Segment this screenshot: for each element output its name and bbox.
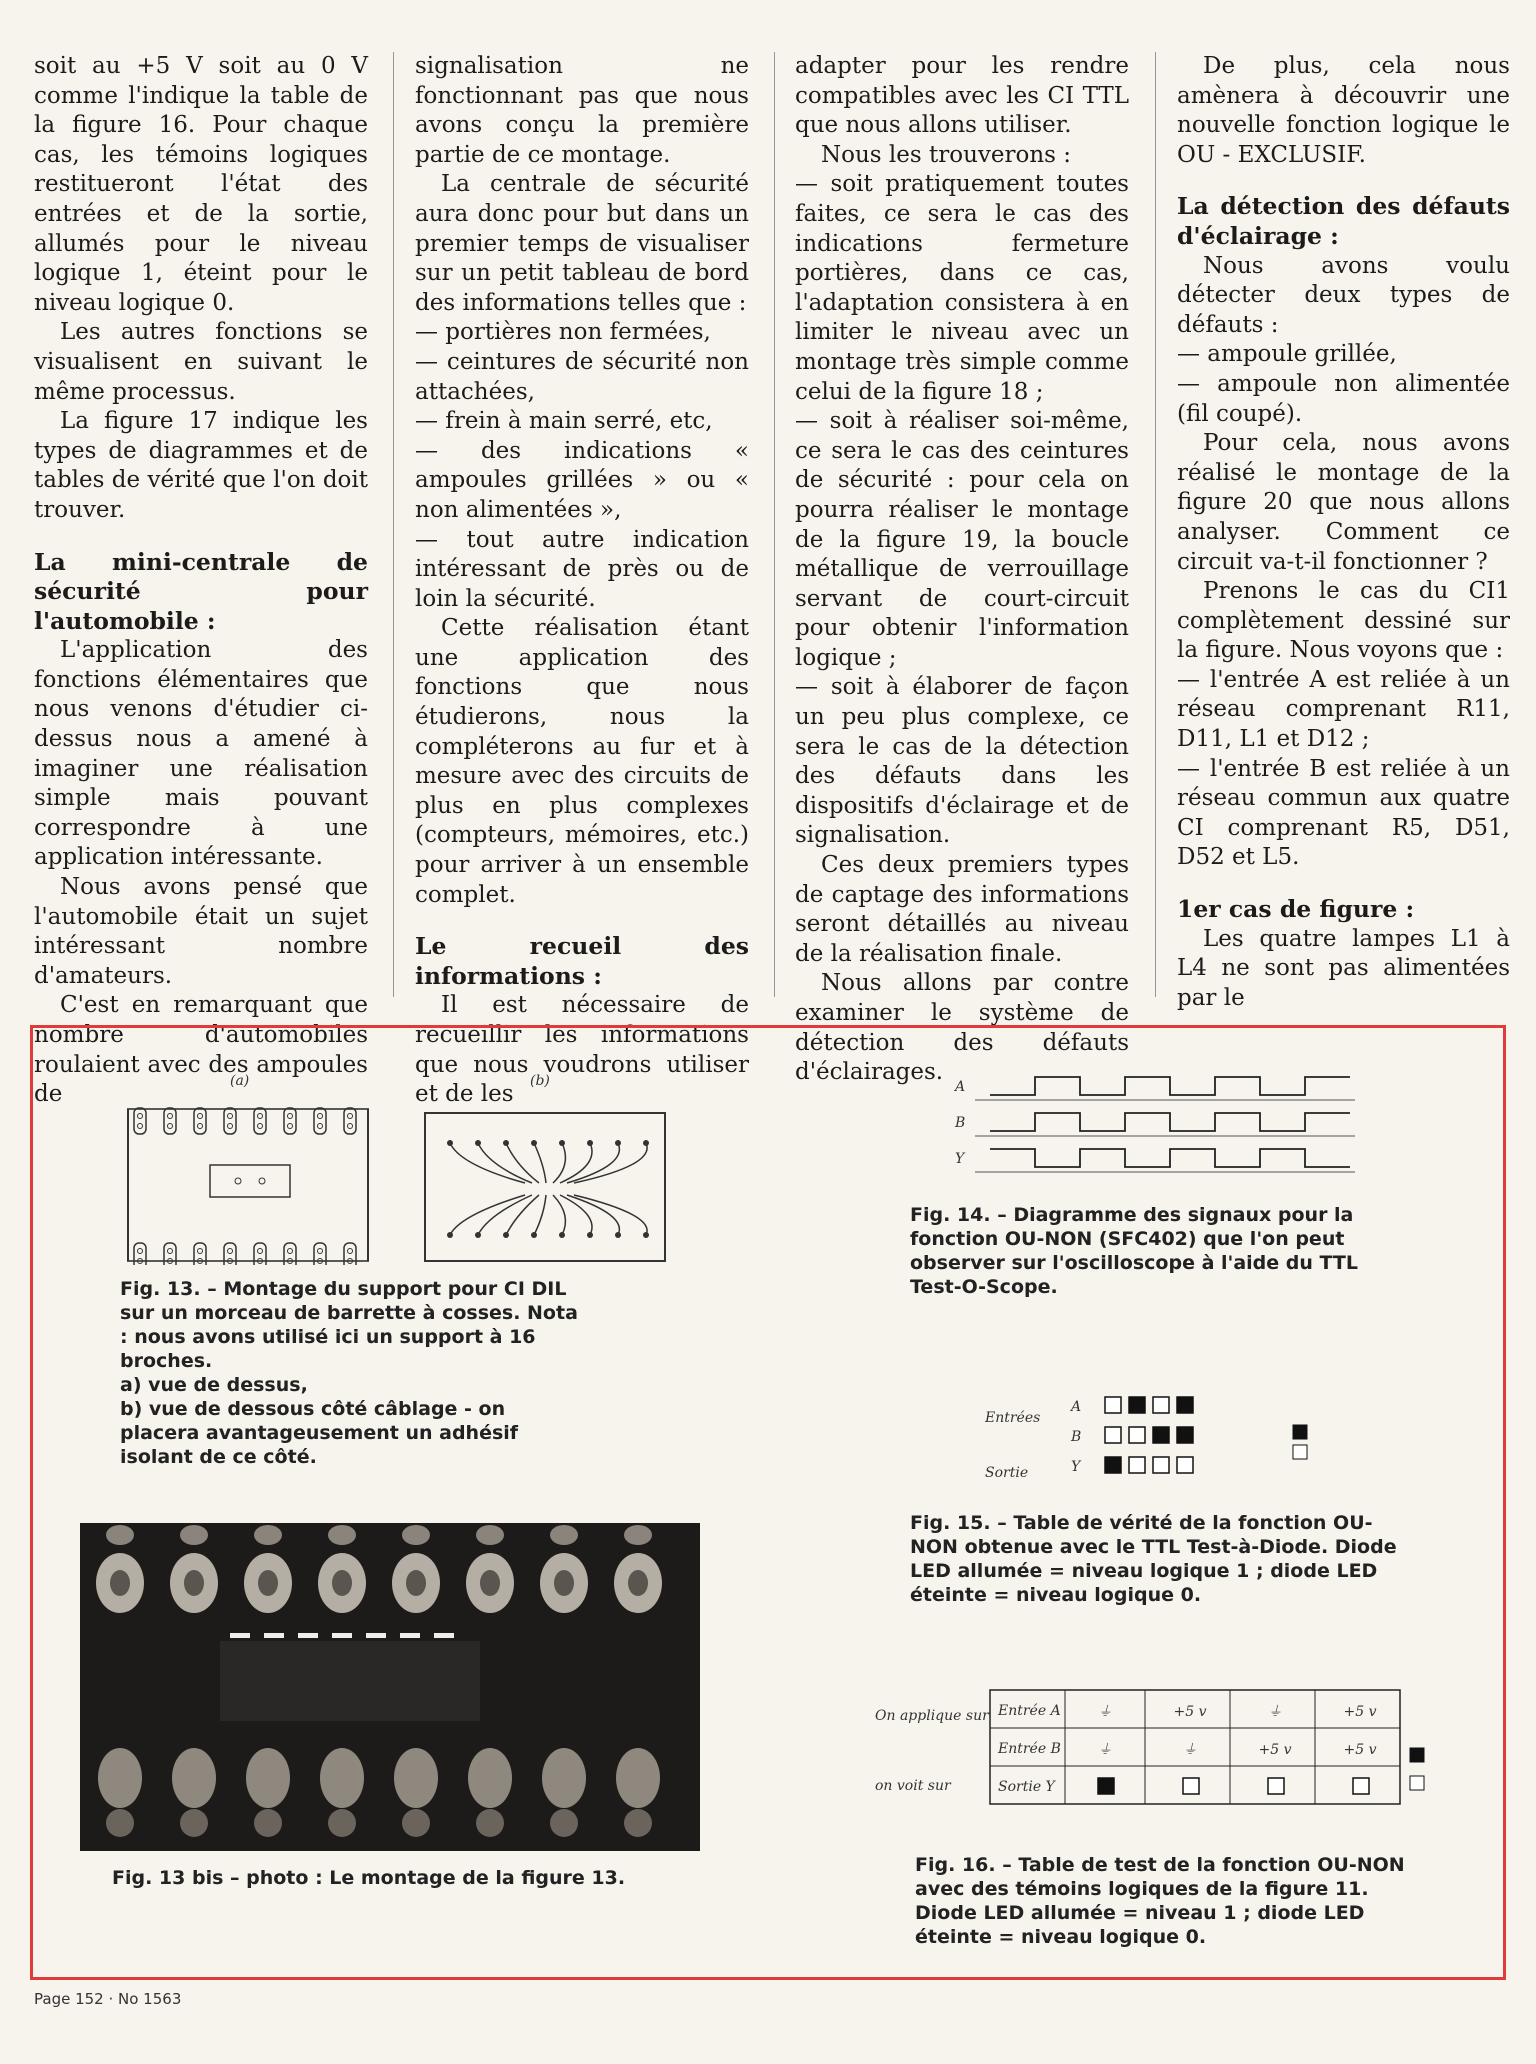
led-Y-1	[1129, 1457, 1145, 1473]
fig13a-top-view	[128, 1108, 368, 1265]
led-sortie-3	[1353, 1778, 1369, 1794]
fig13-drawing	[120, 1065, 680, 1265]
fig13bis-caption: Fig. 13 bis – photo : Le montage de la figure 13.	[112, 1867, 626, 1889]
svg-text:⏚: ⏚	[1183, 1742, 1197, 1758]
svg-text:A: A	[1071, 1399, 1082, 1415]
svg-text:Sortie Y: Sortie Y	[998, 1779, 1055, 1795]
paragraph: Prenons le cas du CI1 complètement dessiné sur la figure. Nous voyons que :	[1177, 578, 1510, 664]
fig16-test-table	[870, 1680, 1430, 1840]
svg-text:B: B	[1071, 1429, 1082, 1445]
paragraph: Nous avons pensé que l'automobile était un sujet intéressant nombre d'amateurs.	[34, 874, 368, 989]
section-heading: La mini-centrale de sécurité pour l'automobile :	[34, 547, 368, 635]
paragraph: adapter pour les rendre compatibles avec les CI TTL que nous allons utiliser.	[795, 53, 1129, 139]
led-A-0	[1105, 1397, 1121, 1413]
fig14-caption: Fig. 14. – Diagramme des signaux pour la fonction OU-NON (SFC402) que l'on peut observer sur l'oscilloscope à l'aide du TTL Test-O-Scope.	[910, 1204, 1358, 1298]
signal-trace-A	[990, 1077, 1350, 1095]
svg-text:+5 v: +5 v	[1173, 1704, 1207, 1720]
text-column-4	[1177, 52, 1510, 1013]
signal-label-Y: Y	[955, 1151, 965, 1167]
paragraph: Nous les trouverons :	[821, 141, 1072, 168]
svg-text:⏚: ⏚	[1098, 1704, 1112, 1720]
fig13b-bottom-view	[425, 1113, 665, 1261]
paragraph: — frein à main serré, etc,	[415, 408, 713, 435]
page-footer: Page 152 · No 1563	[34, 1990, 182, 2008]
paragraph: — des indications « ampoules grillées » ou « non alimentées »,	[415, 437, 749, 523]
svg-text:⏚: ⏚	[1098, 1742, 1112, 1758]
fig13-label-a: (a)	[230, 1073, 250, 1089]
led-A-3	[1177, 1397, 1193, 1413]
signal-trace-B	[990, 1113, 1350, 1131]
paragraph: Les autres fonctions se visualisent en suivant le même processus.	[34, 319, 368, 405]
svg-text:⏚: ⏚	[1268, 1704, 1282, 1720]
paragraph: C'est en remarquant que nombre d'automobiles roulaient avec des ampoules de	[34, 992, 368, 1108]
paragraph: Les quatre lampes L1 à L4 ne sont pas alimentées par le	[1177, 925, 1510, 1011]
paragraph: — l'entrée B est reliée à un réseau commun aux quatre CI comprenant R5, D51, D52 et L5.	[1177, 755, 1510, 871]
section-heading: La détection des défauts d'éclairage :	[1177, 192, 1510, 250]
paragraph: — soit à élaborer de façon un peu plus complexe, ce sera le cas de la détection des défauts dans les dispositifs d'éclairage et de signalisation.	[795, 674, 1129, 849]
paragraph: — ceintures de sécurité non attachées,	[415, 348, 749, 405]
section-heading: Le recueil des informations :	[415, 932, 749, 990]
paragraph: La figure 17 indique les types de diagrammes et de tables de vérité que l'on doit trouver.	[34, 408, 368, 523]
svg-text:+5 v: +5 v	[1343, 1704, 1377, 1720]
fig15-caption: Fig. 15. – Table de vérité de la fonction OU-NON obtenue avec le TTL Test-à-Diode. Diode LED allumée = niveau logique 1 ; diode LED éteinte = niveau logique 0.	[910, 1512, 1397, 1606]
paragraph: — soit à réaliser soi-même, ce sera le cas des ceintures de sécurité : pour cela on pourra réaliser le montage de la figure 19, la boucle métallique de verrouillage servant de court-circuit pour obtenir l'information logique ;	[795, 408, 1129, 671]
led-Y-3	[1177, 1457, 1193, 1473]
led-B-3	[1177, 1427, 1193, 1443]
text-column-3	[795, 52, 1129, 1088]
led-B-1	[1129, 1427, 1145, 1443]
paragraph: — l'entrée A est reliée à un réseau comprenant R11, D11, L1 et D12 ;	[1177, 666, 1510, 753]
led-sortie-0	[1098, 1778, 1114, 1794]
signal-label-B: B	[955, 1115, 966, 1131]
paragraph: Cette réalisation étant une application des fonctions que nous étudierons, nous la compléterons au fur et à mesure avec des circuits de plus en plus complexes (compteurs, mémoires, etc.) pour arriver à un ensemble complet.	[415, 615, 749, 908]
paragraph: — tout autre indication intéressant de près ou de loin la sécurité.	[415, 526, 749, 612]
paragraph: — ampoule non alimentée (fil coupé).	[1177, 370, 1510, 427]
fig14-timing-diagram	[945, 1065, 1365, 1185]
led-Y-2	[1153, 1457, 1169, 1473]
paragraph: — portières non fermées,	[415, 319, 711, 346]
sortie-label: Sortie	[985, 1465, 1029, 1481]
signal-trace-Y	[990, 1149, 1350, 1167]
paragraph: L'application des fonctions élémentaires que nous venons d'étudier ci-dessus nous a amené à imaginer une réalisation simple mais pouvant correspondre à une application intéressante.	[34, 637, 368, 871]
paragraph: Nous allons par contre examiner le système de détection des défauts d'éclairages.	[795, 970, 1129, 1086]
signal-label-A: A	[955, 1079, 966, 1095]
paragraph: signalisation ne fonctionnant pas que nous avons conçu la première partie de ce montage.	[415, 53, 749, 168]
column-rule	[393, 52, 394, 997]
column-rule	[774, 52, 775, 997]
svg-text:Entrée A: Entrée A	[998, 1703, 1061, 1719]
paragraph: De plus, cela nous amènera à découvrir une nouvelle fonction logique le OU - EXCLUSIF.	[1177, 53, 1510, 168]
fig13bis-photo	[80, 1523, 700, 1851]
led-B-2	[1153, 1427, 1169, 1443]
paragraph: Nous avons voulu détecter deux types de défauts :	[1177, 252, 1510, 338]
led-sortie-2	[1268, 1778, 1284, 1794]
svg-text:Y: Y	[1071, 1459, 1081, 1475]
entrees-label: Entrées	[985, 1410, 1041, 1426]
led-A-1	[1129, 1397, 1145, 1413]
fig13-label-b: (b)	[530, 1073, 550, 1089]
svg-text:Entrée B: Entrée B	[998, 1741, 1061, 1757]
text-column-2	[415, 52, 749, 1110]
fig16-caption: Fig. 16. – Table de test de la fonction OU-NON avec des témoins logiques de la figure 11. Diode LED allumée = niveau 1 ; diode LED éteinte = niveau logique 0.	[915, 1854, 1405, 1948]
paragraph: Il est nécessaire de recueillir les informations que nous voudrons utiliser et de les	[415, 992, 749, 1108]
led-sortie-1	[1183, 1778, 1199, 1794]
on-voit-label: on voit sur	[875, 1778, 951, 1794]
svg-text:+5 v: +5 v	[1258, 1742, 1292, 1758]
paragraph: Pour cela, nous avons réalisé le montage de la figure 20 que nous allons analyser. Comment ce circuit va-t-il fonctionner ?	[1177, 430, 1510, 575]
section-heading: 1er cas de figure :	[1177, 895, 1415, 924]
column-rule	[1155, 52, 1156, 997]
paragraph: — soit pratiquement toutes faites, ce sera le cas des indications fermeture portières, dans ce cas, l'adaptation consistera à en limiter le niveau avec un montage très simple comme celui de la figure 18 ;	[795, 171, 1129, 405]
led-A-2	[1153, 1397, 1169, 1413]
text-column-1	[34, 52, 368, 1110]
fig15-truth-table	[975, 1385, 1335, 1495]
led-Y-0	[1105, 1457, 1121, 1473]
on-applique-label: On applique sur	[875, 1708, 989, 1724]
paragraph: Ces deux premiers types de captage des informations seront détaillés au niveau de la réalisation finale.	[795, 852, 1129, 967]
paragraph: soit au +5 V soit au 0 V comme l'indique la table de la figure 16. Pour chaque cas, les témoins logiques restitueront l'état des entrées et de la sortie, allumés pour le niveau logique 1, éteint pour le niveau logique 0.	[34, 53, 368, 316]
paragraph: La centrale de sécurité aura donc pour but dans un premier temps de visualiser sur un petit tableau de bord des informations telles que :	[415, 171, 749, 316]
led-B-0	[1105, 1427, 1121, 1443]
paragraph: — ampoule grillée,	[1177, 341, 1397, 368]
fig13-caption: Fig. 13. – Montage du support pour CI DIL sur un morceau de barrette à cosses. Nota : nous avons utilisé ici un support à 16 broches. a) vue de dessus, b) vue de dessous côté câblage - on placera avantageusement un adhésif isolant de ce côté.	[120, 1278, 578, 1468]
svg-text:+5 v: +5 v	[1343, 1742, 1377, 1758]
